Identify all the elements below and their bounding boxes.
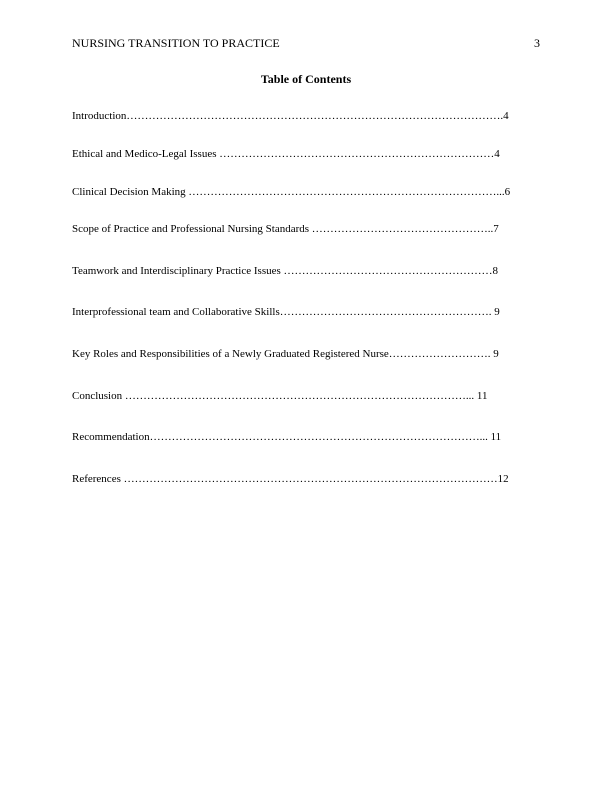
toc-entry-scope-of-practice: Scope of Practice and Professional Nursing Standards …………………………………………..7 [72, 223, 499, 235]
toc-entry-references: References …………………………………………………………………………………………12 [72, 473, 509, 485]
toc-entry-conclusion: Conclusion …………………………………………………………………………………... 11 [72, 390, 488, 402]
toc-entry-teamwork: Teamwork and Interdisciplinary Practice Issues …………………………………………………8 [72, 265, 499, 277]
toc-entry-ethical-medico-legal: Ethical and Medico-Legal Issues …………………………………………………………………4 [72, 148, 500, 160]
page-number: 3 [534, 36, 540, 50]
toc-entry-key-roles: Key Roles and Responsibilities of a Newly Graduated Registered Nurse………………………. 9 [72, 348, 499, 360]
toc-entry-interprofessional-team: Interprofessional team and Collaborative Skills…………………………………………………. 9 [72, 306, 500, 318]
toc-entry-introduction: Introduction………………………………………………………………………………………….4 [72, 110, 509, 122]
toc-entry-recommendation: Recommendation………………………………………………………………………………... 11 [72, 431, 502, 443]
toc-title: Table of Contents [260, 72, 352, 86]
toc-entry-clinical-decision-making: Clinical Decision Making …………………………………………………………………………...6 [72, 186, 511, 198]
running-head: NURSING TRANSITION TO PRACTICE [72, 36, 280, 50]
